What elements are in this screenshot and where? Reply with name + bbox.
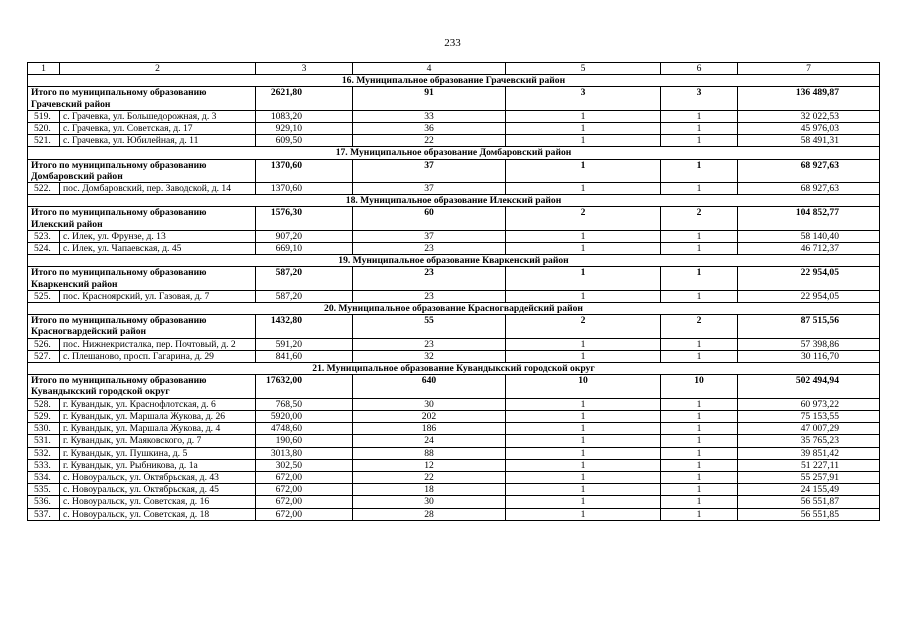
row-col5: 1 [506,459,661,471]
row-number: 521. [28,135,60,147]
table-body [28,63,880,521]
section-title-row [28,195,880,207]
row-address: с. Грачевка, ул. Большедорожная, д. 3 [60,110,256,122]
row-amount: 22 954,05 [738,290,880,302]
register-table [27,62,880,521]
total-col4: 91 [353,87,506,110]
table-row [28,230,880,242]
table-row [28,423,880,435]
table-row [28,484,880,496]
total-amount: 22 954,05 [738,267,880,290]
row-number: 522. [28,183,60,195]
row-col4: 22 [353,135,506,147]
row-col6: 1 [661,496,738,508]
row-col4: 32 [353,350,506,362]
table-row [28,471,880,483]
row-col4: 202 [353,410,506,422]
row-col5: 1 [506,230,661,242]
row-number: 525. [28,290,60,302]
row-amount: 35 765,23 [738,435,880,447]
total-area: 2621,80 [256,87,353,110]
row-amount: 39 851,42 [738,447,880,459]
row-amount: 56 551,87 [738,496,880,508]
row-address: пос. Нижнекристалка, пер. Почтовый, д. 2 [60,338,256,350]
section-title: 17. Муниципальное образование Домбаровский район [28,147,880,159]
total-col4: 37 [353,159,506,182]
row-col6: 1 [661,410,738,422]
row-amount: 30 116,70 [738,350,880,362]
row-col4: 23 [353,243,506,255]
section-title: 18. Муниципальное образование Илекский район [28,195,880,207]
row-amount: 32 022,53 [738,110,880,122]
total-col5: 10 [506,375,661,398]
row-col4: 23 [353,338,506,350]
row-col6: 1 [661,398,738,410]
table-row [28,410,880,422]
column-number: 4 [353,63,506,75]
row-address: г. Кувандык, ул. Маяковского, д. 7 [60,435,256,447]
row-address: с. Плешаново, просп. Гагарина, д. 29 [60,350,256,362]
row-address: г. Кувандык, ул. Краснофлотская, д. 6 [60,398,256,410]
row-col5: 1 [506,508,661,520]
total-col6: 10 [661,375,738,398]
row-col6: 1 [661,484,738,496]
row-area: 609,50 [256,135,353,147]
row-number: 528. [28,398,60,410]
total-area: 17632,00 [256,375,353,398]
row-area: 907,20 [256,230,353,242]
table-row [28,435,880,447]
section-title-row [28,147,880,159]
row-col4: 36 [353,123,506,135]
row-amount: 55 257,91 [738,471,880,483]
row-address: с. Грачевка, ул. Советская, д. 17 [60,123,256,135]
row-number: 537. [28,508,60,520]
section-total-row [28,375,880,398]
table-row [28,459,880,471]
column-number: 2 [60,63,256,75]
row-col6: 1 [661,350,738,362]
column-number: 1 [28,63,60,75]
row-col6: 1 [661,290,738,302]
row-col4: 30 [353,398,506,410]
table-row [28,447,880,459]
row-area: 672,00 [256,484,353,496]
row-number: 519. [28,110,60,122]
row-col6: 1 [661,338,738,350]
section-total-row [28,87,880,110]
column-number: 6 [661,63,738,75]
column-number-row [28,63,880,75]
row-col5: 1 [506,484,661,496]
row-col6: 1 [661,183,738,195]
row-amount: 58 491,31 [738,135,880,147]
total-col6: 2 [661,315,738,338]
row-col5: 1 [506,496,661,508]
table-row [28,183,880,195]
row-col6: 1 [661,447,738,459]
row-area: 672,00 [256,496,353,508]
row-address: г. Кувандык, ул. Маршала Жукова, д. 4 [60,423,256,435]
section-title: 19. Муниципальное образование Кваркенский район [28,255,880,267]
section-title-row [28,75,880,87]
total-amount: 104 852,77 [738,207,880,230]
row-area: 190,60 [256,435,353,447]
row-address: с. Илек, ул. Чапаевская, д. 45 [60,243,256,255]
row-number: 530. [28,423,60,435]
row-address: с. Новоуральск, ул. Октябрьская, д. 45 [60,484,256,496]
table-row [28,508,880,520]
row-address: с. Новоуральск, ул. Советская, д. 18 [60,508,256,520]
section-title-row [28,255,880,267]
section-title-row [28,363,880,375]
row-col5: 1 [506,423,661,435]
total-col5: 1 [506,159,661,182]
section-total-row [28,207,880,230]
row-col6: 1 [661,459,738,471]
row-amount: 24 155,49 [738,484,880,496]
row-address: с. Новоуральск, ул. Октябрьская, д. 43 [60,471,256,483]
row-col4: 37 [353,230,506,242]
row-area: 1370,60 [256,183,353,195]
row-col5: 1 [506,290,661,302]
row-amount: 45 976,03 [738,123,880,135]
row-col6: 1 [661,435,738,447]
table-row [28,135,880,147]
row-area: 768,50 [256,398,353,410]
total-col5: 2 [506,315,661,338]
row-number: 520. [28,123,60,135]
row-amount: 57 398,86 [738,338,880,350]
row-amount: 46 712,37 [738,243,880,255]
row-amount: 56 551,85 [738,508,880,520]
row-col4: 186 [353,423,506,435]
section-title-row [28,303,880,315]
row-col6: 1 [661,230,738,242]
total-label: Итого по муниципальному образованию Красногвардейский район [28,315,256,338]
row-col5: 1 [506,110,661,122]
row-area: 587,20 [256,290,353,302]
row-number: 536. [28,496,60,508]
row-col5: 1 [506,135,661,147]
column-number: 5 [506,63,661,75]
total-label: Итого по муниципальному образованию Домбаровский район [28,159,256,182]
column-number: 3 [256,63,353,75]
row-number: 532. [28,447,60,459]
row-amount: 58 140,40 [738,230,880,242]
total-col6: 2 [661,207,738,230]
row-col5: 1 [506,471,661,483]
row-area: 669,10 [256,243,353,255]
row-col6: 1 [661,110,738,122]
total-amount: 68 927,63 [738,159,880,182]
section-title: 16. Муниципальное образование Грачевский район [28,75,880,87]
row-col6: 1 [661,135,738,147]
section-total-row [28,267,880,290]
total-col4: 60 [353,207,506,230]
row-area: 591,20 [256,338,353,350]
section-title: 20. Муниципальное образование Красногвардейский район [28,303,880,315]
page-number: 233 [444,37,461,49]
total-area: 587,20 [256,267,353,290]
row-number: 531. [28,435,60,447]
row-col5: 1 [506,398,661,410]
row-col5: 1 [506,183,661,195]
row-col5: 1 [506,243,661,255]
total-area: 1576,30 [256,207,353,230]
total-col4: 640 [353,375,506,398]
section-total-row [28,315,880,338]
row-address: пос. Домбаровский, пер. Заводской, д. 14 [60,183,256,195]
total-label: Итого по муниципальному образованию Кувандыкский городской округ [28,375,256,398]
total-label: Итого по муниципальному образованию Грачевский район [28,87,256,110]
total-amount: 136 489,87 [738,87,880,110]
row-area: 929,10 [256,123,353,135]
row-amount: 68 927,63 [738,183,880,195]
row-amount: 47 007,29 [738,423,880,435]
row-col5: 1 [506,435,661,447]
row-col5: 1 [506,410,661,422]
row-col5: 1 [506,123,661,135]
row-col6: 1 [661,423,738,435]
row-col6: 1 [661,243,738,255]
row-amount: 51 227,11 [738,459,880,471]
row-address: г. Кувандык, ул. Маршала Жукова, д. 26 [60,410,256,422]
row-address: пос. Красноярский, ул. Газовая, д. 7 [60,290,256,302]
total-col5: 1 [506,267,661,290]
row-area: 672,00 [256,508,353,520]
table-row [28,398,880,410]
row-area: 1083,20 [256,110,353,122]
row-address: с. Грачевка, ул. Юбилейная, д. 11 [60,135,256,147]
row-address: г. Кувандык, ул. Пушкина, д. 5 [60,447,256,459]
row-area: 4748,60 [256,423,353,435]
row-number: 534. [28,471,60,483]
total-amount: 87 515,56 [738,315,880,338]
section-total-row [28,159,880,182]
row-col4: 23 [353,290,506,302]
row-address: с. Новоуральск, ул. Советская, д. 16 [60,496,256,508]
row-area: 3013,80 [256,447,353,459]
total-col5: 3 [506,87,661,110]
table-row [28,110,880,122]
row-number: 526. [28,338,60,350]
row-number: 524. [28,243,60,255]
row-col5: 1 [506,338,661,350]
column-number: 7 [738,63,880,75]
table-row [28,496,880,508]
row-area: 672,00 [256,471,353,483]
total-amount: 502 494,94 [738,375,880,398]
row-number: 535. [28,484,60,496]
total-col6: 3 [661,87,738,110]
row-number: 527. [28,350,60,362]
row-amount: 60 973,22 [738,398,880,410]
row-number: 529. [28,410,60,422]
row-col4: 88 [353,447,506,459]
row-number: 533. [28,459,60,471]
row-col4: 24 [353,435,506,447]
row-amount: 75 153,55 [738,410,880,422]
table-row [28,338,880,350]
table-row [28,290,880,302]
table-row [28,350,880,362]
row-number: 523. [28,230,60,242]
row-col4: 28 [353,508,506,520]
row-col6: 1 [661,471,738,483]
row-col4: 30 [353,496,506,508]
row-col4: 18 [353,484,506,496]
row-col5: 1 [506,350,661,362]
row-col5: 1 [506,447,661,459]
row-col4: 22 [353,471,506,483]
row-col6: 1 [661,123,738,135]
row-area: 5920,00 [256,410,353,422]
section-title: 21. Муниципальное образование Кувандыкский городской округ [28,363,880,375]
total-label: Итого по муниципальному образованию Илекский район [28,207,256,230]
row-area: 302,50 [256,459,353,471]
row-address: с. Илек, ул. Фрунзе, д. 13 [60,230,256,242]
row-area: 841,60 [256,350,353,362]
row-col6: 1 [661,508,738,520]
total-col5: 2 [506,207,661,230]
total-label: Итого по муниципальному образованию Кваркенский район [28,267,256,290]
total-col6: 1 [661,267,738,290]
total-area: 1432,80 [256,315,353,338]
table-row [28,243,880,255]
table-row [28,123,880,135]
total-col4: 23 [353,267,506,290]
row-col4: 12 [353,459,506,471]
row-address: г. Кувандык, ул. Рыбникова, д. 1а [60,459,256,471]
row-col4: 37 [353,183,506,195]
total-area: 1370,60 [256,159,353,182]
row-col4: 33 [353,110,506,122]
total-col6: 1 [661,159,738,182]
total-col4: 55 [353,315,506,338]
